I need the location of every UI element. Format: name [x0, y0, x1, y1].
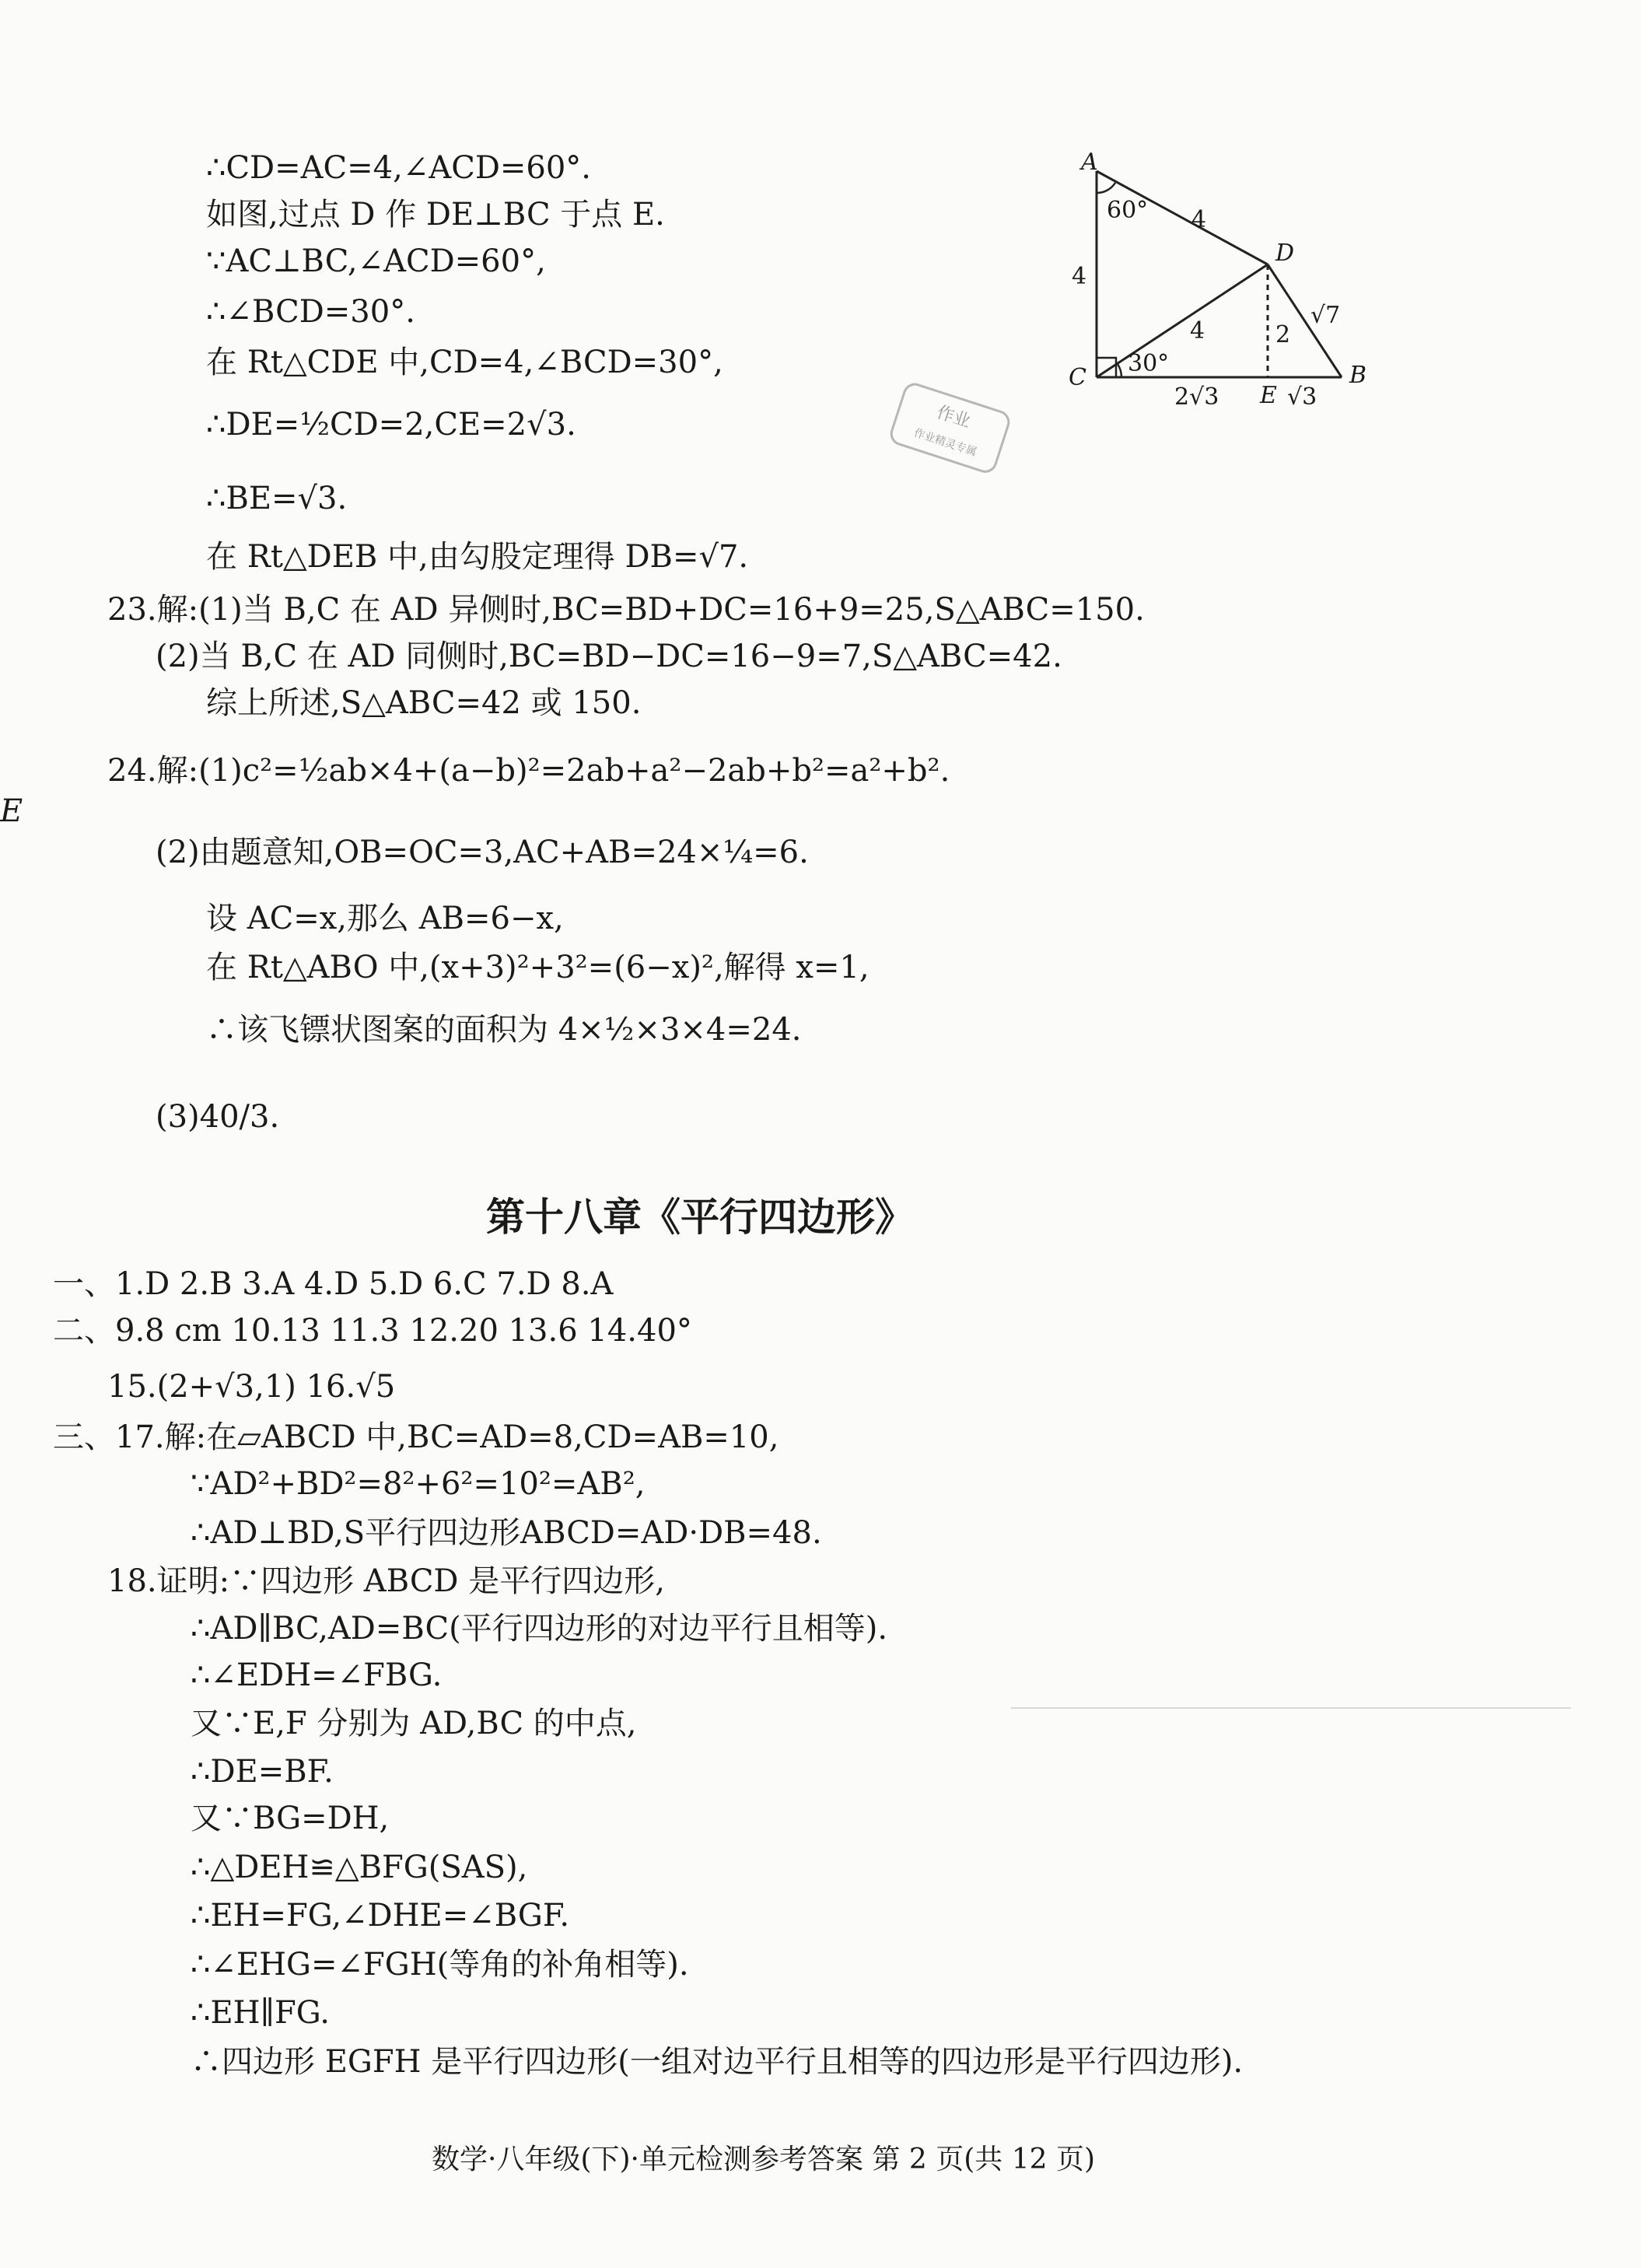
edge-letter: E: [0, 793, 23, 829]
point-a: A: [1081, 149, 1098, 176]
q24-line-2: (2)由题意知,OB=OC=3,AC+AB=24×¼=6.: [156, 835, 809, 870]
watermark-stamp: [871, 381, 1027, 482]
q18-line-9: ∴∠EHG=∠FGH(等角的补角相等).: [191, 1947, 689, 1983]
label-de: 2: [1275, 321, 1291, 348]
q18-line-5: ∴DE=BF.: [191, 1754, 334, 1790]
q23-line-1: 23.解:(1)当 B,C 在 AD 异侧时,BC=BD+DC=16+9=25,S△ABC=150.: [107, 592, 1145, 628]
q22-line-5: 在 Rt△CDE 中,CD=4,∠BCD=30°,: [206, 345, 723, 380]
page-footer: 数学·八年级(下)·单元检测参考答案 第 2 页(共 12 页): [432, 2144, 1095, 2175]
stamp-subtitle: 作业精灵专属: [911, 426, 978, 459]
q22-line-6: ∴DE=½CD=2,CE=2√3.: [206, 407, 576, 443]
q18-line-11: ∴四边形 EGFH 是平行四边形(一组对边平行且相等的四边形是平行四边形).: [191, 2044, 1244, 2080]
q22-line-7: ∴BE=√3.: [206, 481, 348, 516]
q18-line-10: ∴EH∥FG.: [191, 1995, 331, 2031]
q18-line-4: 又∵E,F 分别为 AD,BC 的中点,: [191, 1706, 637, 1741]
q17-line-1: 三、17.解:在▱ABCD 中,BC=AD=8,CD=AB=10,: [53, 1419, 779, 1455]
q22-line-8: 在 Rt△DEB 中,由勾股定理得 DB=√7.: [206, 539, 749, 575]
q24-line-1: 24.解:(1)c²=½ab×4+(a−b)²=2ab+a²−2ab+b²=a²+b².: [107, 753, 950, 789]
point-c: C: [1069, 364, 1086, 391]
q18-line-6: 又∵BG=DH,: [191, 1801, 390, 1836]
answers-section-1: 一、1.D 2.B 3.A 4.D 5.D 6.C 7.D 8.A: [53, 1266, 614, 1302]
label-ac: 4: [1072, 263, 1087, 290]
answers-section-2a: 二、9.8 cm 10.13 11.3 12.20 13.6 14.40°: [53, 1313, 692, 1349]
q24-line-5: ∴该飞镖状图案的面积为 4×½×3×4=24.: [206, 1012, 802, 1048]
q22-line-4: ∴∠BCD=30°.: [206, 294, 415, 330]
q18-line-7: ∴△DEH≌△BFG(SAS),: [191, 1850, 528, 1885]
label-eb: √3: [1287, 383, 1317, 411]
q18-line-2: ∴AD∥BC,AD=BC(平行四边形的对边平行且相等).: [191, 1611, 888, 1647]
label-ce: 2√3: [1174, 383, 1219, 411]
triangle-figure: [1050, 148, 1377, 428]
segment-cd: [1097, 264, 1268, 377]
point-e: E: [1260, 382, 1277, 409]
q23-line-2: (2)当 B,C 在 AD 同侧时,BC=BD−DC=16−9=7,S△ABC=42.: [156, 639, 1062, 674]
chapter-title: 第十八章《平行四边形》: [486, 1195, 914, 1240]
angle-c-arc: [1118, 364, 1121, 377]
q24-line-3: 设 AC=x,那么 AB=6−x,: [206, 901, 564, 936]
label-angle-a: 60°: [1107, 197, 1149, 224]
q23-line-3: 综上所述,S△ABC=42 或 150.: [206, 685, 642, 721]
label-db: √7: [1310, 302, 1341, 329]
q22-line-3: ∵AC⊥BC,∠ACD=60°,: [206, 243, 546, 279]
scan-line: [1011, 1707, 1571, 1709]
stamp-title: 作业: [934, 402, 973, 432]
q17-line-3: ∴AD⊥BD,S平行四边形ABCD=AD·DB=48.: [191, 1515, 822, 1551]
q24-line-6: (3)40/3.: [156, 1099, 280, 1135]
angle-a-arc: [1097, 183, 1115, 193]
q22-line-2: 如图,过点 D 作 DE⊥BC 于点 E.: [206, 197, 665, 233]
label-angle-c: 30°: [1128, 350, 1170, 377]
q18-line-3: ∴∠EDH=∠FBG.: [191, 1657, 443, 1693]
q17-line-2: ∵AD²+BD²=8²+6²=10²=AB²,: [191, 1466, 646, 1502]
q22-line-1: ∴CD=AC=4,∠ACD=60°.: [206, 150, 592, 186]
q24-line-4: 在 Rt△ABO 中,(x+3)²+3²=(6−x)²,解得 x=1,: [206, 950, 869, 985]
answers-section-2b: 15.(2+√3,1) 16.√5: [107, 1369, 396, 1405]
label-ad: 4: [1191, 206, 1207, 233]
point-b: B: [1349, 362, 1367, 389]
label-cd: 4: [1190, 317, 1205, 345]
q18-line-8: ∴EH=FG,∠DHE=∠BGF.: [191, 1898, 570, 1934]
point-d: D: [1275, 240, 1295, 267]
q18-line-1: 18.证明:∵四边形 ABCD 是平行四边形,: [107, 1563, 665, 1599]
